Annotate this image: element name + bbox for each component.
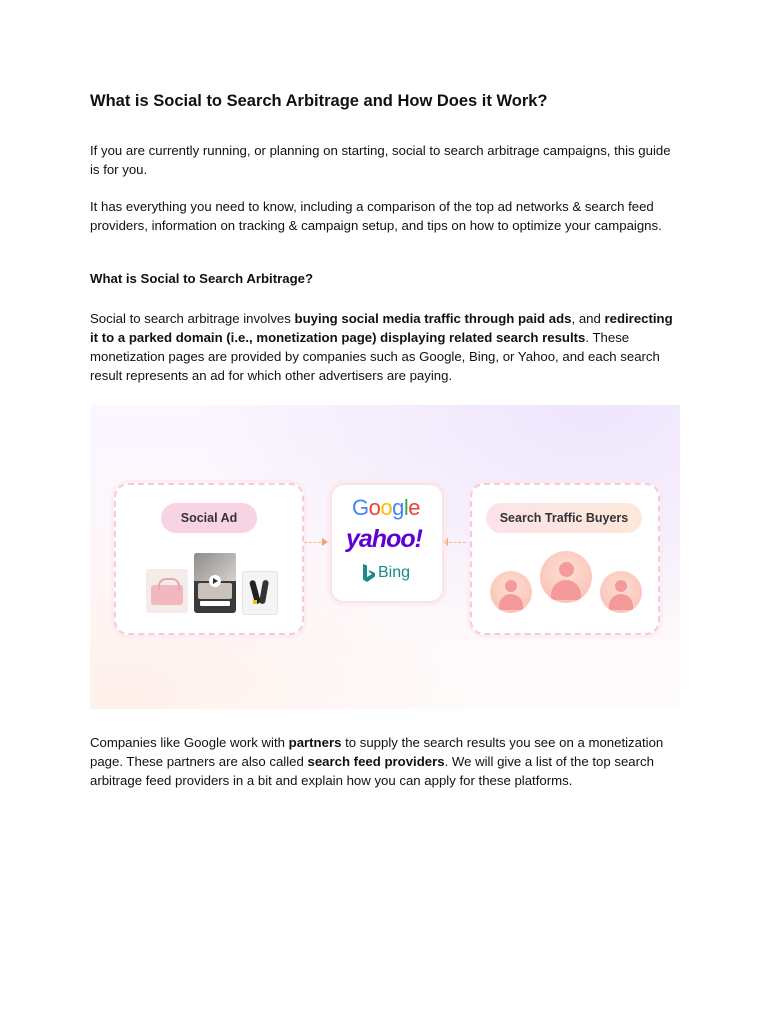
text-run: . We will give a list of the top search arbitrage feed providers in a bit and explain how you can apply for these platforms. (90, 754, 654, 788)
traffic-buyers-label: Search Traffic Buyers (486, 503, 642, 533)
text-run: Social to search arbitrage involves (90, 311, 295, 326)
user-avatar-icon (600, 571, 642, 613)
yahoo-logo: yahoo! (346, 525, 422, 553)
bold-run: buying social media traffic through paid ads (294, 311, 572, 326)
arrow-connector-right (304, 542, 326, 543)
search-engines-box (330, 483, 444, 603)
bold-run: partners (288, 735, 342, 750)
bing-wordmark: Bing (378, 564, 411, 581)
intro-paragraph-1: If you are currently running, or planning on starting, social to search arbitrage campaigns, this guide is for you. (90, 143, 671, 177)
user-avatar-icon (540, 551, 592, 603)
arbitrage-diagram (90, 405, 680, 709)
sneaker-thumbnail (242, 571, 278, 615)
user-avatar-icon (490, 571, 532, 613)
section-heading: What is Social to Search Arbitrage? (90, 271, 314, 286)
google-logo: Google (352, 495, 421, 520)
video-thumbnail (194, 553, 236, 613)
bing-icon (362, 563, 376, 583)
intro-paragraph-2: It has everything you need to know, including a comparison of the top ad networks & search feed providers, information on tracking & campaign setup, and tips on how to optimize your campaigns. (90, 199, 662, 233)
handbag-thumbnail (146, 569, 188, 613)
text-run: Companies like Google work with (90, 735, 289, 750)
text-run: . These monetization pages are provided by companies such as Google, Bing, or Yahoo, and each search result represents an ad for which other advertisers are paying. (90, 330, 660, 383)
page-title: What is Social to Search Arbitrage and How Does it Work? (90, 92, 548, 110)
arrow-connector-left (444, 542, 466, 543)
social-ad-label: Social Ad (161, 503, 257, 533)
text-run: to supply the search results you see on a monetization page. These partners are also called (90, 735, 664, 769)
definition-paragraph (90, 309, 682, 385)
bing-logo (362, 563, 410, 583)
social-ad-box (114, 483, 304, 635)
text-run: , and (571, 311, 605, 326)
partners-paragraph (90, 733, 682, 790)
bold-run: redirecting it to a parked domain (i.e., monetization page) displaying related search results (90, 311, 673, 345)
bold-run: search feed providers (307, 754, 445, 769)
traffic-buyers-box (470, 483, 660, 635)
